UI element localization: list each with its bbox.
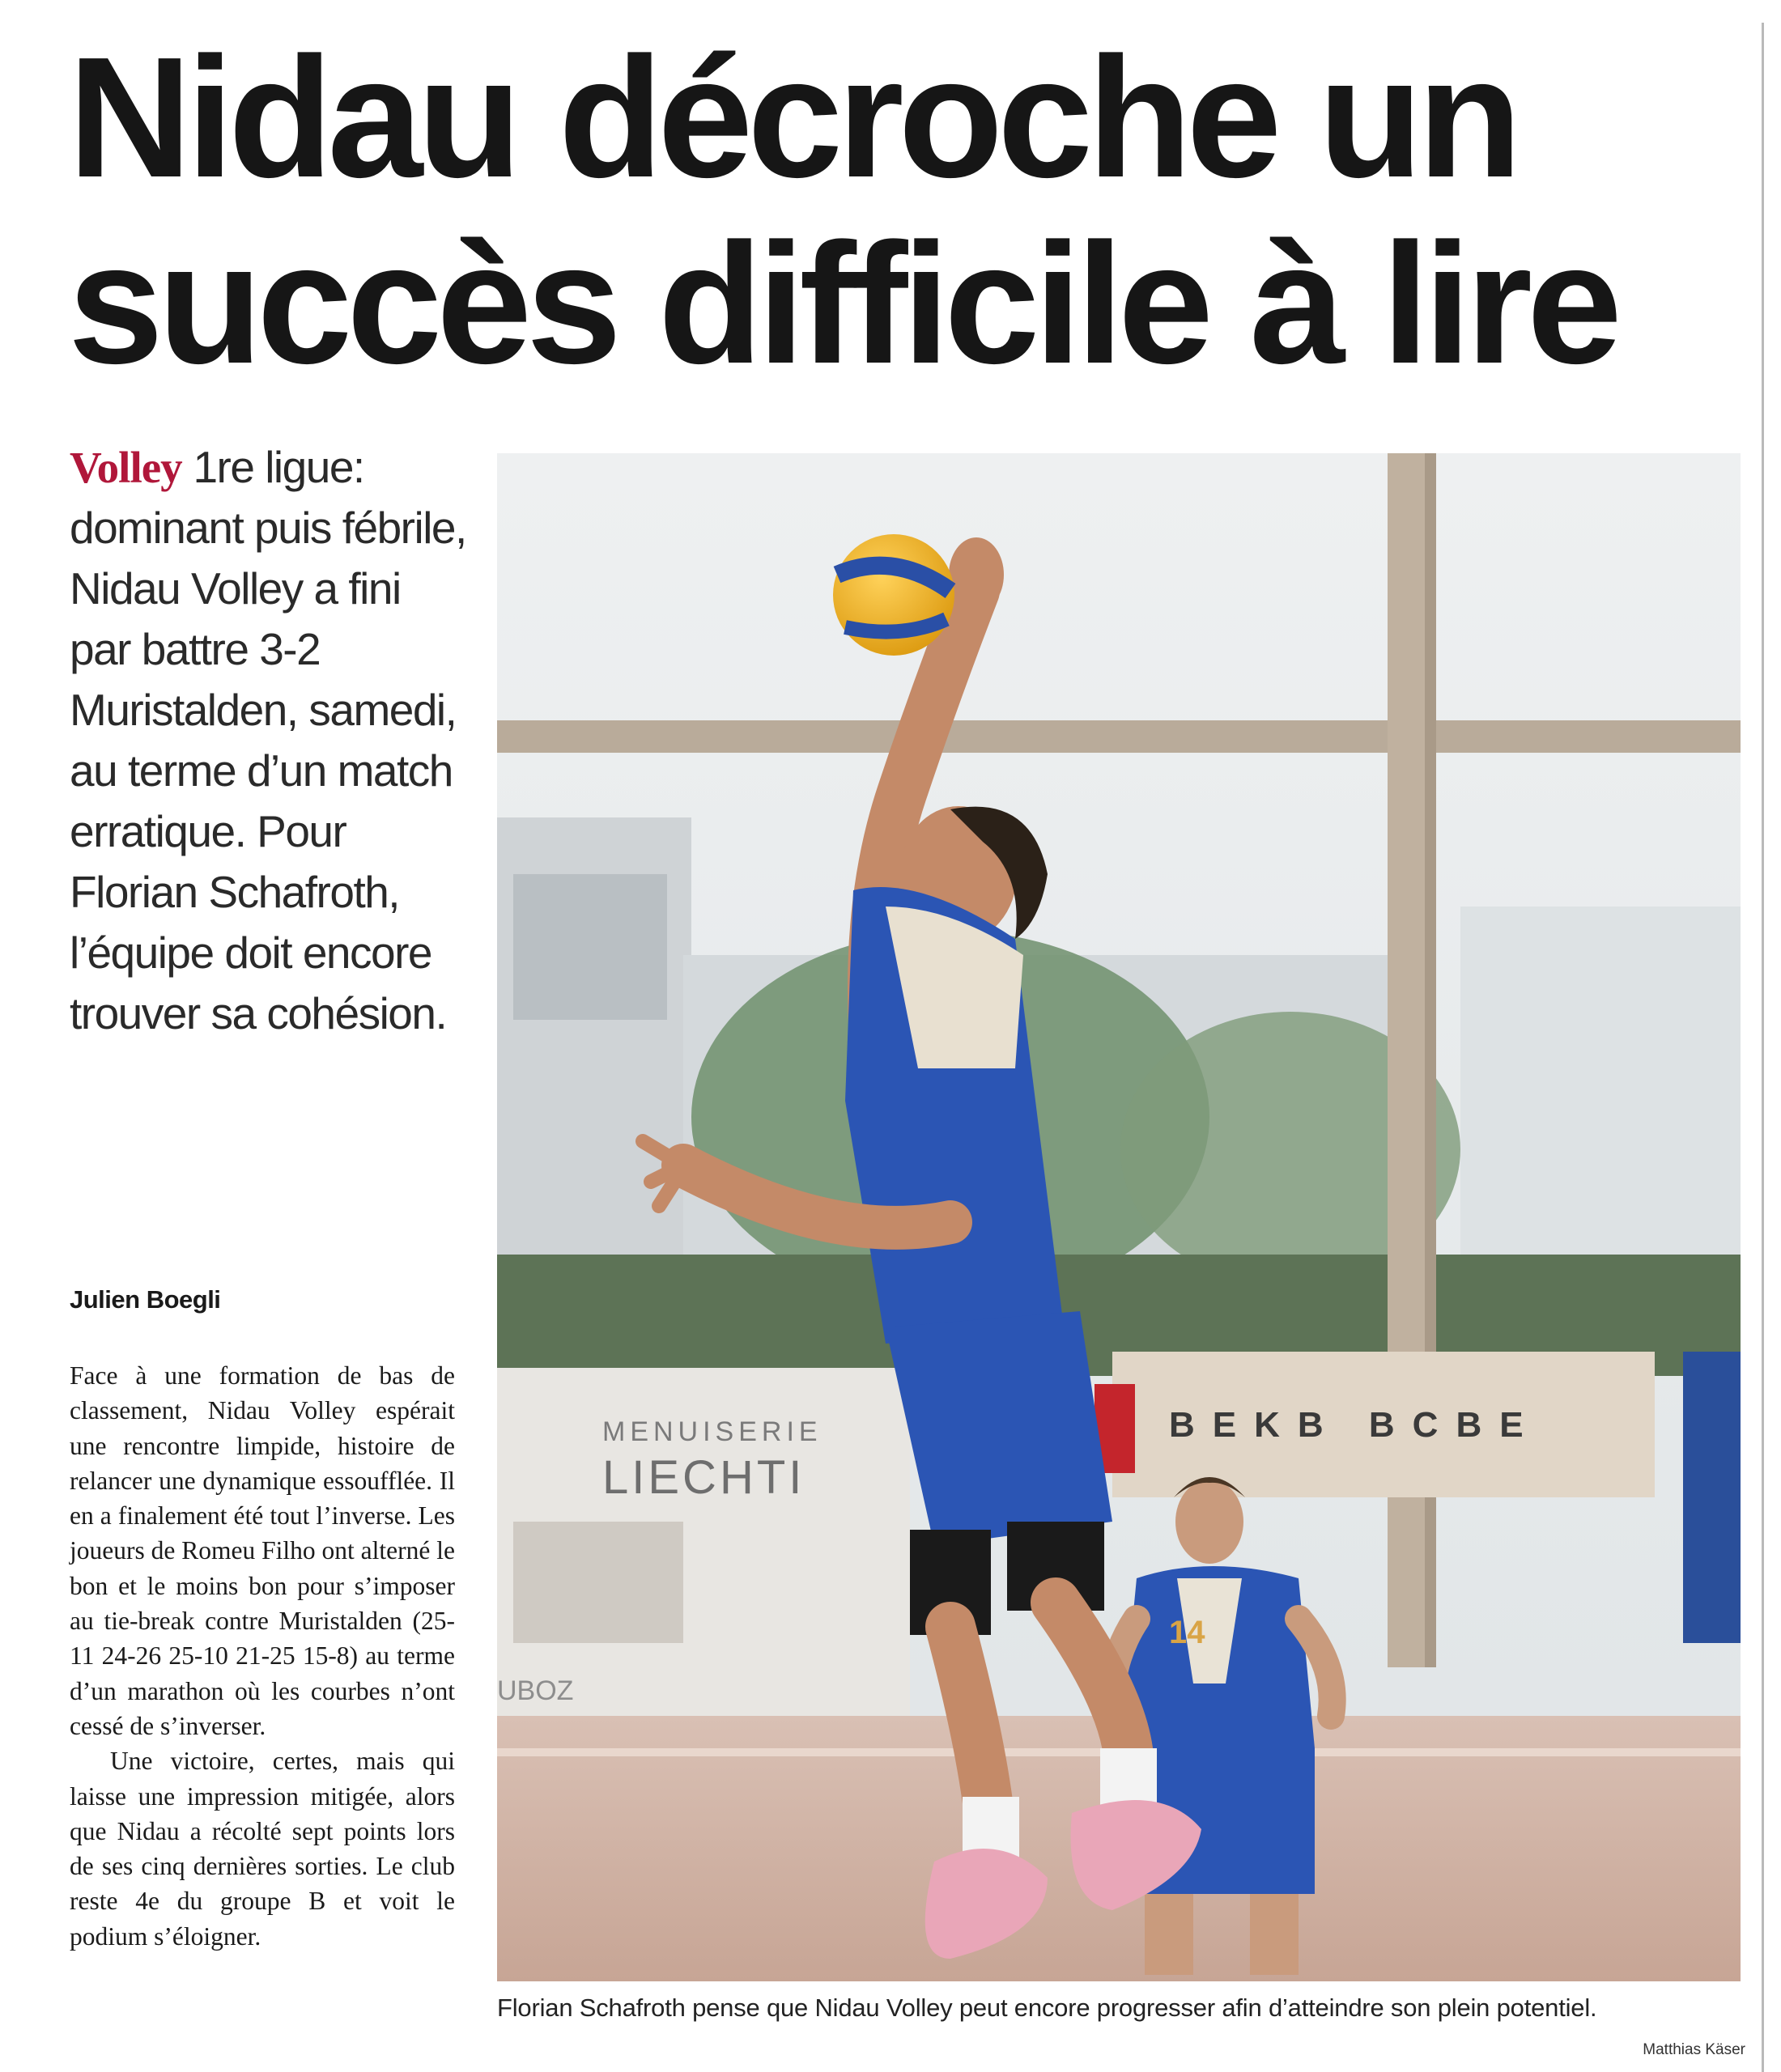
- banner-menuiserie-footer: UBOZ: [497, 1675, 574, 1706]
- volleyball: [833, 534, 954, 656]
- article-lead: [70, 437, 466, 1044]
- author-byline: Julien Boegli: [70, 1285, 221, 1314]
- photo-illustration: [497, 453, 1741, 1981]
- teammate-jersey-number: 14: [1169, 1615, 1205, 1650]
- article-photo: [497, 453, 1741, 1981]
- body-paragraph-2: Une victoire, certes, mais qui laisse une impression mitigée, alors que Nidau a récolté sept points lors de ses cinq dernières sorties. Le club reste 4e du groupe B et voit le podium s’éloigner.: [70, 1747, 455, 1951]
- banner-menuiserie-line2: LIECHTI: [602, 1451, 805, 1504]
- banner-blue: [1683, 1352, 1741, 1643]
- photo-credit: Matthias Käser: [1643, 2041, 1745, 2058]
- banner-wood-planks: [513, 1522, 683, 1643]
- lead-text: 1re ligue: dominant puis fébrile, Nidau Volley a fini par battre 3-2 Muristalden, samedi, au terme d’un match erratique. Pour Florian Schafroth, l’équipe doit encore trouver sa cohésion.: [70, 442, 466, 1038]
- banner-menuiserie-line1: MENUISERIE: [602, 1416, 822, 1447]
- article-headline: [68, 21, 1736, 399]
- page-edge-rule: [1762, 23, 1764, 2072]
- headline-line-2: succès difficile à lire: [68, 207, 1617, 399]
- building-window: [513, 874, 667, 1020]
- body-paragraph-1: Face à une formation de bas de classement, Nidau Volley espérait une rencontre limpide, histoire de relancer une dynamique essoufflée. Il en a finalement été tout l’inverse. Les joueurs de Romeu Filho ont alterné le bon et le moins bon pour s’imposer au tie-break contre Muristalden (25-11 24-26 25-10 21-25 15-8) au terme d’un marathon où les courbes n’ont cessé de s’inverser.: [70, 1361, 455, 1740]
- headline-line-1: Nidau décroche un: [68, 21, 1517, 213]
- photo-caption: Florian Schafroth pense que Nidau Volley peut encore progresser afin d’atteindre son plein potentiel.: [497, 1993, 1597, 2022]
- section-kicker: Volley: [70, 443, 182, 492]
- article-body: [70, 1358, 455, 1954]
- background-building-right: [1460, 906, 1741, 1279]
- window-frame-horizontal: [497, 720, 1741, 753]
- banner-bank-text: BEKB BCBE: [1169, 1405, 1541, 1445]
